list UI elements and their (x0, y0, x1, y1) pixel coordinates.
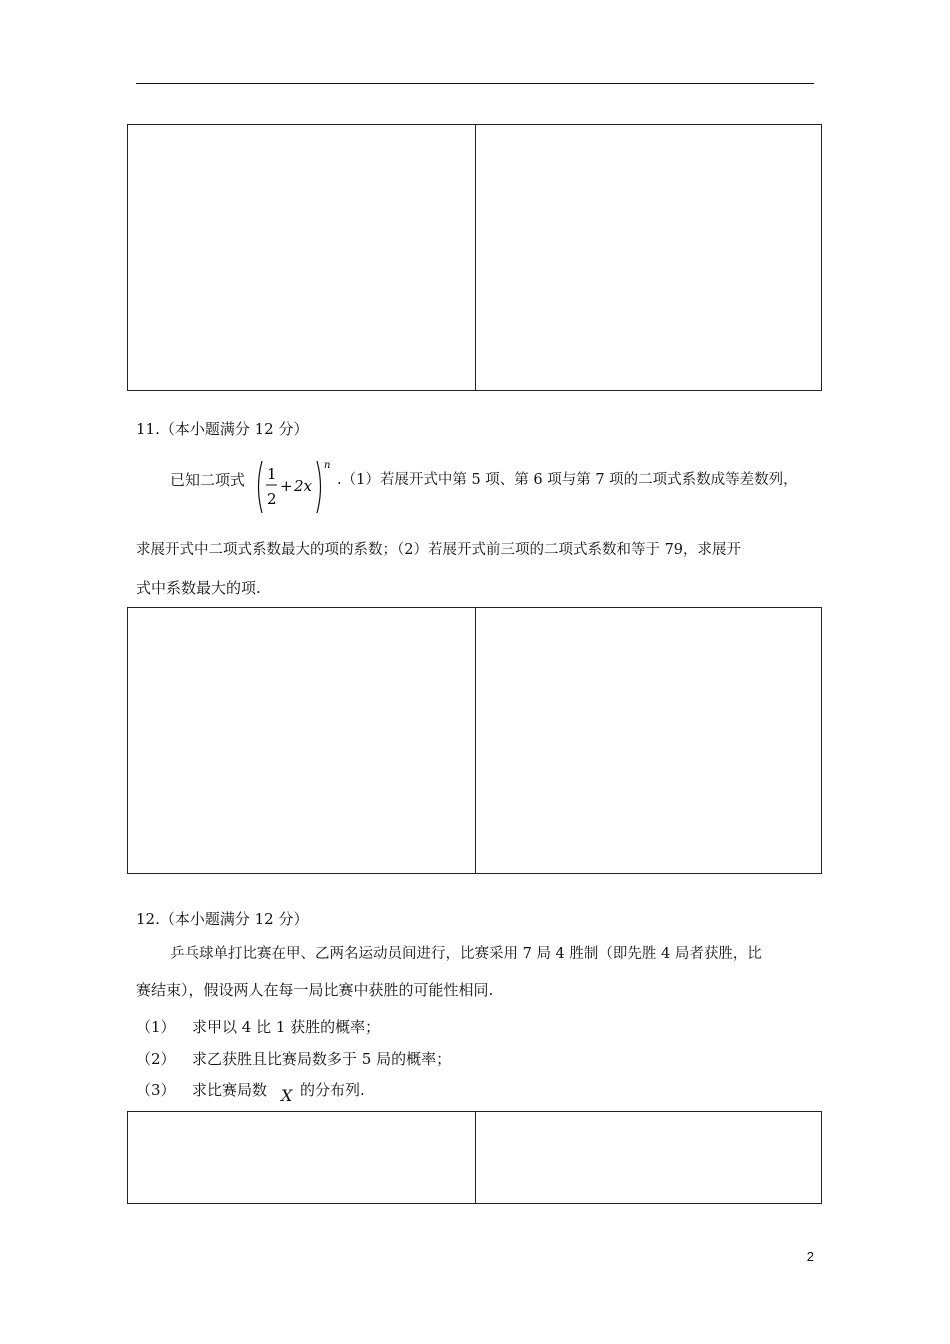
formula-numerator: 1 (267, 465, 277, 483)
formula-denominator: 2 (267, 490, 277, 508)
q11-line3: 式中系数最大的项. (136, 579, 261, 597)
q12-heading: 12.（本小题满分 12 分） (136, 910, 309, 928)
q12-line2: 赛结束），假设两人在每一局比赛中获胜的可能性相同. (136, 981, 494, 999)
formula-term: 2x (294, 477, 313, 495)
page-number: 2 (806, 1249, 814, 1264)
q12-item-2-num: （2） (136, 1050, 176, 1068)
answer-box-divider (475, 1112, 476, 1203)
q11-binomial-formula (255, 459, 335, 515)
q12-item-2-text: 求乙获胜且比赛局数多于 5 局的概率； (192, 1050, 452, 1068)
q11-intro: 已知二项式 (170, 471, 246, 489)
q11-line1: .（1）若展开式中第 5 项、第 6 项与第 7 项的二项式系数成等差数列， (337, 472, 798, 488)
formula-exponent: n (324, 460, 331, 471)
answer-box-divider (475, 125, 476, 390)
q12-item-3-text-before: 求比赛局数 (192, 1081, 268, 1099)
answer-box-divider (475, 608, 476, 873)
answer-box-1[interactable] (127, 124, 822, 391)
q12-item-3-text-after: 的分布列. (300, 1081, 365, 1099)
q12-item-1-num: （1） (136, 1018, 176, 1036)
q11-heading: 11.（本小题满分 12 分） (136, 420, 309, 438)
header-rule (136, 83, 814, 84)
q12-line1: 乒乓球单打比赛在甲、乙两名运动员间进行，比赛采用 7 局 4 胜制（即先胜 4 局者获胜，比 (170, 946, 762, 962)
q12-item-1-text: 求甲以 4 比 1 获胜的概率； (192, 1018, 381, 1036)
q12-item-3-num: （3） (136, 1081, 176, 1099)
answer-box-3[interactable] (127, 1111, 822, 1204)
formula-plus: + (280, 477, 293, 495)
q11-line2: 求展开式中二项式系数最大的项的系数；（2）若展开式前三项的二项式系数和等于 79，求展开 (136, 542, 742, 558)
q12-item-3-variable: X (281, 1086, 293, 1105)
answer-box-2[interactable] (127, 607, 822, 874)
